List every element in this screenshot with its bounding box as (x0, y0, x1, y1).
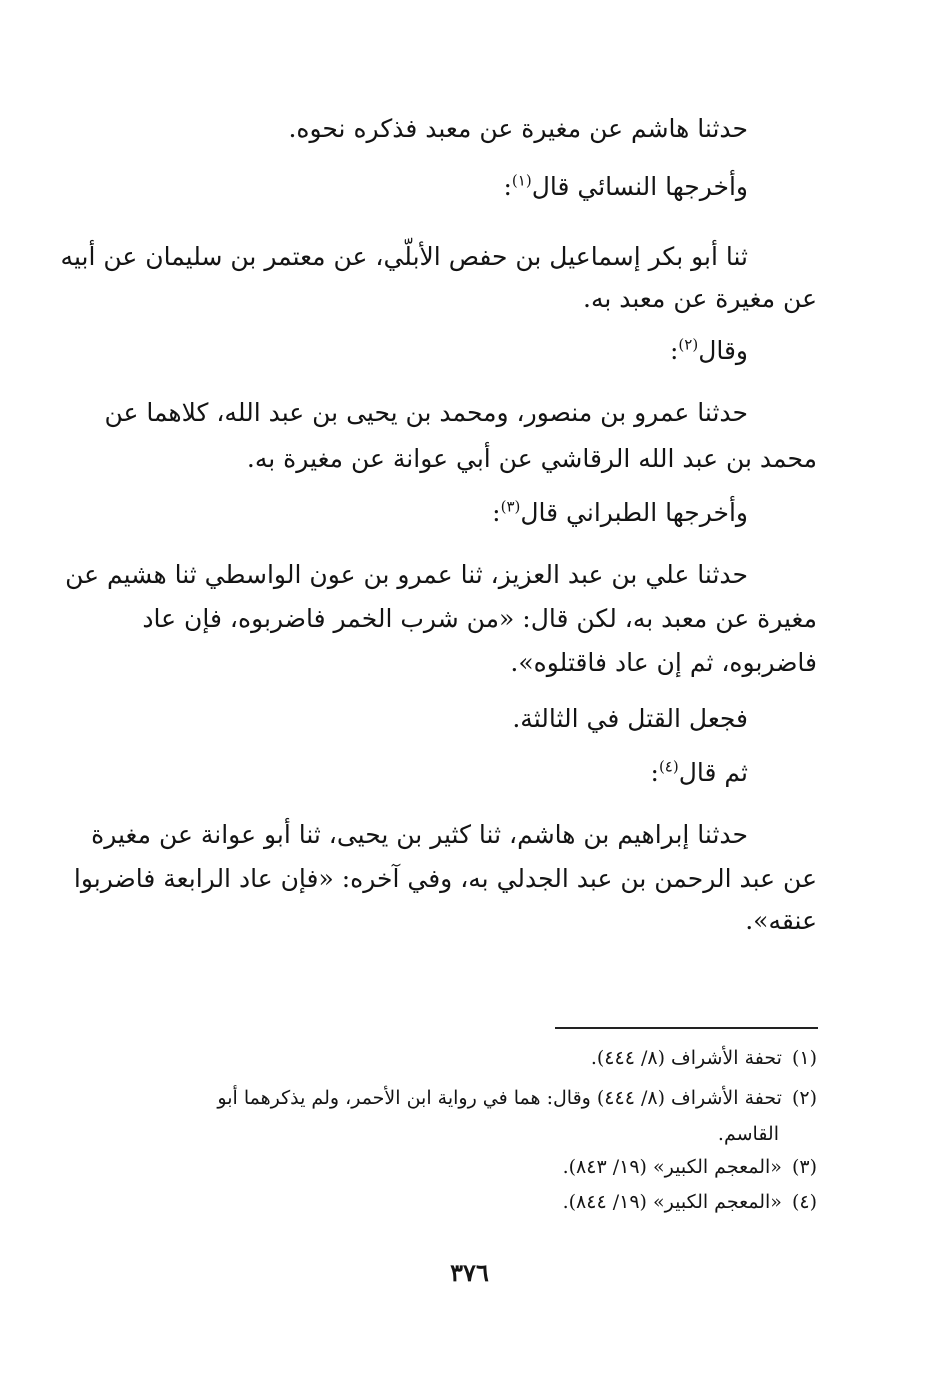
footnote (563, 1153, 817, 1181)
footnote-text: تحفة الأشراف (٨/ ٤٤٤) وقال: هما في رواية ابن الأحمر، ولم يذكرهما أبو (217, 1087, 782, 1109)
footnote-ref: (٣) (500, 497, 521, 516)
footnote-number: (١) (791, 1047, 817, 1069)
line-end: : (650, 758, 659, 787)
footnote-continuation: القاسم. (717, 1123, 779, 1145)
footnote-number: (٢) (791, 1087, 817, 1109)
footnote-ref: (٤) (658, 757, 679, 776)
text-line: مغيرة عن معبد به، لكن قال: «من شرب الخمر فاضربوه، فإن عاد (142, 604, 817, 633)
line-end: : (503, 172, 512, 201)
text-line: حدثنا هاشم عن مغيرة عن معبد فذكره نحوه. (288, 114, 748, 143)
footnote (217, 1084, 817, 1112)
footnote (591, 1044, 817, 1072)
footnote-ref: (٢) (678, 335, 699, 354)
text-line (503, 170, 748, 204)
text-line: حدثنا علي بن عبد العزيز، ثنا عمرو بن عون الواسطي ثنا هشيم عن (65, 560, 748, 589)
line-text: وأخرجها الطبراني قال (520, 498, 748, 527)
text-line: فجعل القتل في الثالثة. (512, 704, 748, 733)
line-text: ثم قال (678, 758, 748, 787)
footnote-text: «المعجم الكبير» (١٩/ ٨٤٣). (562, 1156, 782, 1178)
text-line: عن عبد الرحمن بن عبد الجدلي به، وفي آخره: «فإن عاد الرابعة فاضربوا (73, 864, 817, 893)
text-line (670, 334, 748, 368)
text-line: عنقه». (745, 906, 817, 935)
footnote-text: تحفة الأشراف (٨/ ٤٤٤). (590, 1047, 782, 1069)
page-number: ٣٧٦ (450, 1258, 489, 1287)
text-line: حدثنا عمرو بن منصور، ومحمد بن يحيى بن عبد الله، كلاهما عن (104, 398, 748, 427)
line-end: : (492, 498, 501, 527)
text-line (651, 756, 749, 790)
footnote (563, 1188, 817, 1216)
footnote-number: (٣) (791, 1156, 817, 1178)
text-line (492, 496, 748, 530)
line-text: وقال (698, 336, 748, 365)
line-text: وأخرجها النسائي قال (531, 172, 748, 201)
footnote-number: (٤) (791, 1191, 817, 1213)
text-line: ثنا أبو بكر إسماعيل بن حفص الأبلّي، عن معتمر بن سليمان عن أبيه (60, 242, 748, 271)
text-line: عن مغيرة عن معبد به. (583, 284, 817, 313)
line-end: : (669, 336, 679, 365)
text-line: حدثنا إبراهيم بن هاشم، ثنا كثير بن يحيى، ثنا أبو عوانة عن مغيرة (91, 820, 748, 849)
text-line: فاضربوه، ثم إن عاد فاقتلوه». (510, 648, 817, 677)
text-line: محمد بن عبد الله الرقاشي عن أبي عوانة عن مغيرة به. (246, 444, 817, 473)
footnote-text: «المعجم الكبير» (١٩/ ٨٤٤). (562, 1191, 782, 1213)
footnote-separator (555, 1027, 818, 1029)
footnote-ref: (١) (511, 171, 532, 190)
